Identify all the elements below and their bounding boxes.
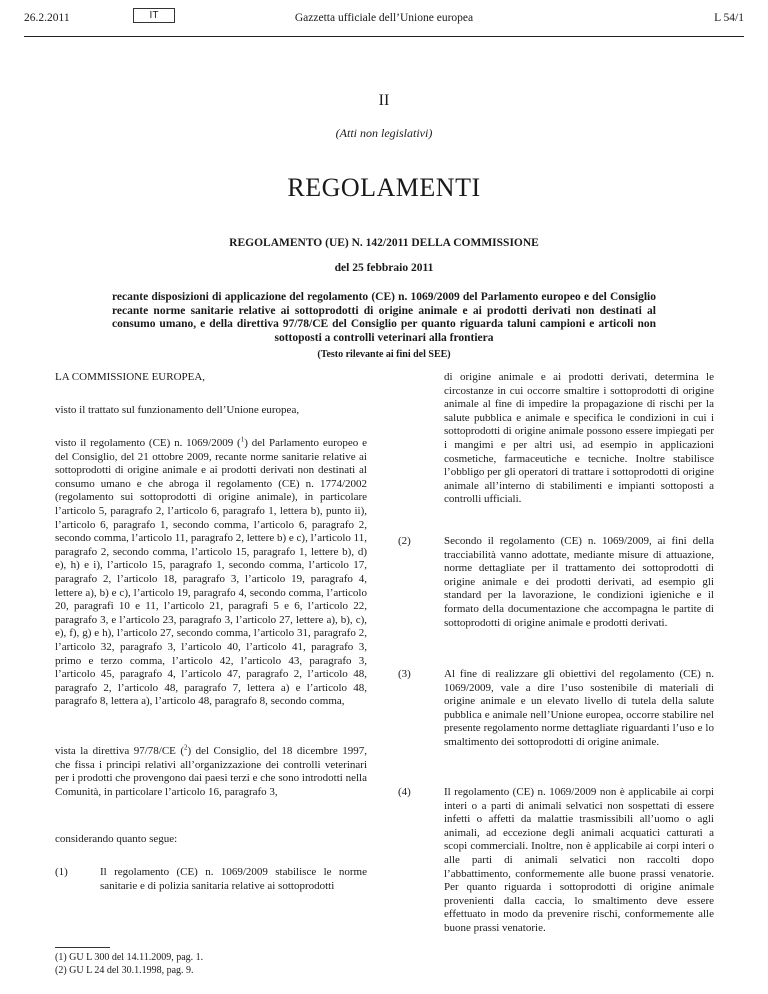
directive-citation: vista la direttiva 97/78/CE ($^2$) del Consiglio, del 18 dicembre 1997, che fissa i principi relativi all’organizzazione dei controlli veterinari per i prodotti che provengono dai paesi terzi e che sono introdotti nella Comunità, in particolare l’articolo 16, paragrafo 3, bbox=[55, 743, 368, 798]
part-number: II bbox=[378, 92, 390, 109]
commission-heading: LA COMMISSIONE EUROPEA, bbox=[55, 371, 206, 383]
recital-1-continued: di origine animale e ai prodotti derivati, determina le circostanze in cui occorre smaltire i sottoprodotti di origine animale al fine di impedire la propagazione di rischi per la salute pubblica e animale e specifica le condizioni in cui i sottoprodotti di origine animale possono essere impiegati per i mangimi e per altri usi, ad esempio in applicazioni cosmetiche, farmaceutiche e tecniche. Inoltre stabilisce l’obbligo per gli operatori di trattare i sottoprodotti di origine animale all’interno di stabilimenti e impianti sottoposti a controlli ufficiali. bbox=[444, 371, 714, 506]
regulation-citation: visto il regolamento (CE) n. 1069/2009 ($^1$) del Parlamento europeo e del Consiglio, del 21 ottobre 2009, recante norme sanitarie relative ai sottoprodotti di origine animale e ai prodotti derivati non destinati al consumo umano e che abroga il regolamento (CE) n. 1774/2002 (regolamento sui sottoprodotti di origine animale), in particolare l’articolo 5, paragrafo 2, l’articolo 6, paragrafo 1, lettera b), punto ii), l’articolo 6, paragrafo 1, secondo comma, l’articolo 6, paragrafo 2, secondo comma, l’articolo 11, paragrafo 2, lettere b) e c), l’articolo 11, paragrafo 2, secondo comma, l’articolo 15, paragrafo 1, lettere b), d) e), h) e i), l’articolo 15, paragrafo 1, secondo comma, l’articolo 17, paragrafo 2, l’articolo 18, paragrafo 3, l’articolo 19, paragrafo 4, lettere a), b) e c), l’articolo 19, paragrafo 4, secondo comma, l’articolo 20, paragrafi 10 e 11, l’articolo 21, paragrafi 5 e 6, l’articolo 22, paragrafo 3, e l’articolo 23, paragrafo 3, l’articolo 27, lettere a), b), c), e), f), g) e h), l’articolo 27, secondo comma, l’articolo 31, paragrafo 2, l’articolo 32, paragrafo 3, l’articolo 40, l’articolo 41, paragrafo 3, primo e terzo comma, l’articolo 42, l’articolo 43, paragrafo 3, l’articolo 45, paragrafo 4, l’articolo 47, paragrafo 2, l’articolo 48, paragrafo 2, l’articolo 48, paragrafo 7, lettera a) e l’articolo 48, paragrafo 8, lettera a), l’articolo 48, paragrafo 8, secondo comma, bbox=[55, 435, 367, 708]
page-reference: L 54/1 bbox=[714, 12, 744, 24]
recital-3-text: Al fine di realizzare gli obiettivi del regolamento (CE) n. 1069/2009, vale a dire l’uso sostenibile di materiali di origine animale e un elevato livello di tutela della salute pubblica e animale nell’Unione europea, occorre stabilire nel presente regolamento norme dettagliate riguardanti l’uso e lo smaltimento dei sottoprodotti di origine animale. bbox=[444, 668, 714, 748]
language-badge: IT bbox=[133, 8, 175, 23]
part-subtitle: (Atti non legislativi) bbox=[335, 126, 433, 140]
recital-number: (1) bbox=[55, 866, 68, 878]
regulation-number: REGOLAMENTO (UE) N. 142/2011 DELLA COMMISSIONE bbox=[229, 237, 539, 249]
recital-1-text: Il regolamento (CE) n. 1069/2009 stabilisce le norme sanitarie e di polizia sanitaria relative ai sottoprodotti bbox=[100, 866, 367, 892]
recital-2-text: Secondo il regolamento (CE) n. 1069/2009, ai fini della tracciabilità vanno adottate, mediante misure di attuazione, norme dettagliate per il trattamento dei sottoprodotti di origine animale e dei prodotti derivati, ad esempio gli standard per la lavorazione, le condizioni igieniche e il formato della documentazione che accompagna le partite di sottoprodotti di origine animale e prodotti derivati. bbox=[444, 535, 714, 629]
journal-title: Gazzetta ufficiale dell’Unione europea bbox=[294, 12, 474, 24]
regulation-title: recante disposizioni di applicazione del regolamento (CE) n. 1069/2009 del Parlamento europeo e del Consiglio recante norme sanitarie relative ai sottoprodotti di origine animale e ai prodotti derivati non destinati al consumo umano, e della direttiva 97/78/CE del Consiglio per quanto riguarda taluni campioni e articoli non sottoposti a controlli veterinari alla frontiera bbox=[112, 291, 656, 344]
document-kind: REGOLAMENTI bbox=[287, 173, 481, 202]
recital-number: (4) bbox=[398, 786, 411, 798]
eea-relevance: (Testo rilevante ai fini del SEE) bbox=[317, 349, 451, 360]
recital-4-text: Il regolamento (CE) n. 1069/2009 non è applicabile ai corpi interi o a parti di animali selvatici non sospettati di essere infetti o affetti da malattie trasmissibili all’uomo o agli animali, ad eccezione degli animali acquatici catturati a scopi commerciali. Inoltre, non è applicabile ai corpi interi o alle parti di animali selvatici non raccolti dopo l’abbattimento, conformemente alle buone prassi venatorie. Per quanto riguarda i sottoprodotti di origine animale provenienti dalla caccia, lo smaltimento deve essere effettuato in modo da prevenire rischi, conformemente alle buone prassi venatorie. bbox=[444, 786, 714, 934]
recital-number: (2) bbox=[398, 535, 411, 547]
regulation-date: del 25 febbraio 2011 bbox=[334, 262, 434, 274]
treaty-citation: visto il trattato sul funzionamento dell’Unione europea, bbox=[55, 404, 300, 416]
footnote-ref-2: 2 bbox=[184, 743, 188, 752]
journal-date: 26.2.2011 bbox=[24, 12, 70, 24]
footnote-ref-1: 1 bbox=[240, 435, 245, 444]
recital-number: (3) bbox=[398, 668, 411, 680]
whereas-intro: considerando quanto segue: bbox=[55, 833, 178, 845]
footnote-rule bbox=[55, 947, 110, 948]
footnote-1: (1) GU L 300 del 14.11.2009, pag. 1. bbox=[55, 952, 204, 963]
footnote-2: (2) GU L 24 del 30.1.1998, pag. 9. bbox=[55, 965, 194, 976]
header-rule bbox=[24, 36, 744, 37]
